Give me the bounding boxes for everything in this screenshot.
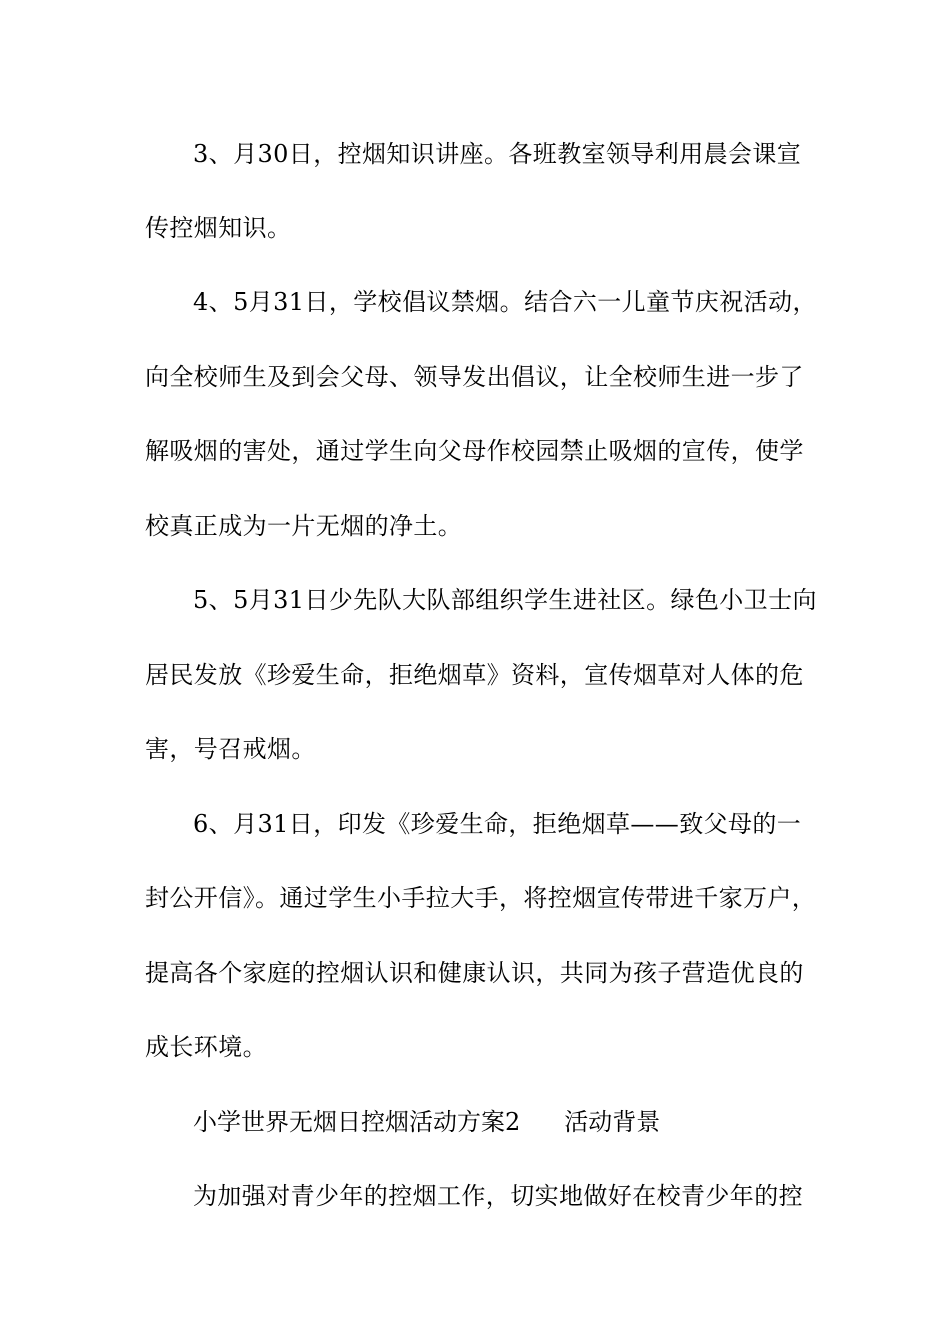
intro-line-1: 为加强对青少年的控烟工作，切实地做好在校青少年的控	[193, 1182, 803, 1210]
paragraph-4-line-2: 向全校师生及到会父母、领导发出倡议，让全校师生进一步了	[145, 363, 804, 391]
paragraph-5-line-3: 害，号召戒烟。	[145, 735, 316, 763]
paragraph-5-line-2: 居民发放《珍爱生命，拒绝烟草》资料，宣传烟草对人体的危	[145, 661, 804, 689]
section-title: 小学世界无烟日控烟活动方案2	[193, 1108, 521, 1136]
section-heading	[193, 1106, 660, 1138]
section-subtitle: 活动背景	[564, 1108, 661, 1136]
paragraph-6-line-1: 6、月31日，印发《珍爱生命，拒绝烟草——致父母的一	[193, 810, 802, 838]
paragraph-6-line-3: 提高各个家庭的控烟认识和健康认识，共同为孩子营造优良的	[145, 959, 804, 987]
paragraph-4-line-1: 4、5月31日，学校倡议禁烟。结合六一儿童节庆祝活动，	[193, 288, 817, 316]
paragraph-4-line-4: 校真正成为一片无烟的净土。	[145, 512, 463, 540]
paragraph-6-line-4: 成长环境。	[145, 1033, 267, 1061]
paragraph-5-line-1: 5、5月31日少先队大队部组织学生进社区。绿色小卫士向	[193, 586, 817, 614]
paragraph-4-line-3: 解吸烟的害处，通过学生向父母作校园禁止吸烟的宣传，使学	[145, 437, 804, 465]
paragraph-3-line-2: 传控烟知识。	[145, 214, 292, 242]
paragraph-6-line-2: 封公开信》。通过学生小手拉大手，将控烟宣传带进千家万户，	[145, 884, 817, 912]
paragraph-3-line-1: 3、月30日，控烟知识讲座。各班教室领导利用晨会课宣	[193, 140, 802, 168]
